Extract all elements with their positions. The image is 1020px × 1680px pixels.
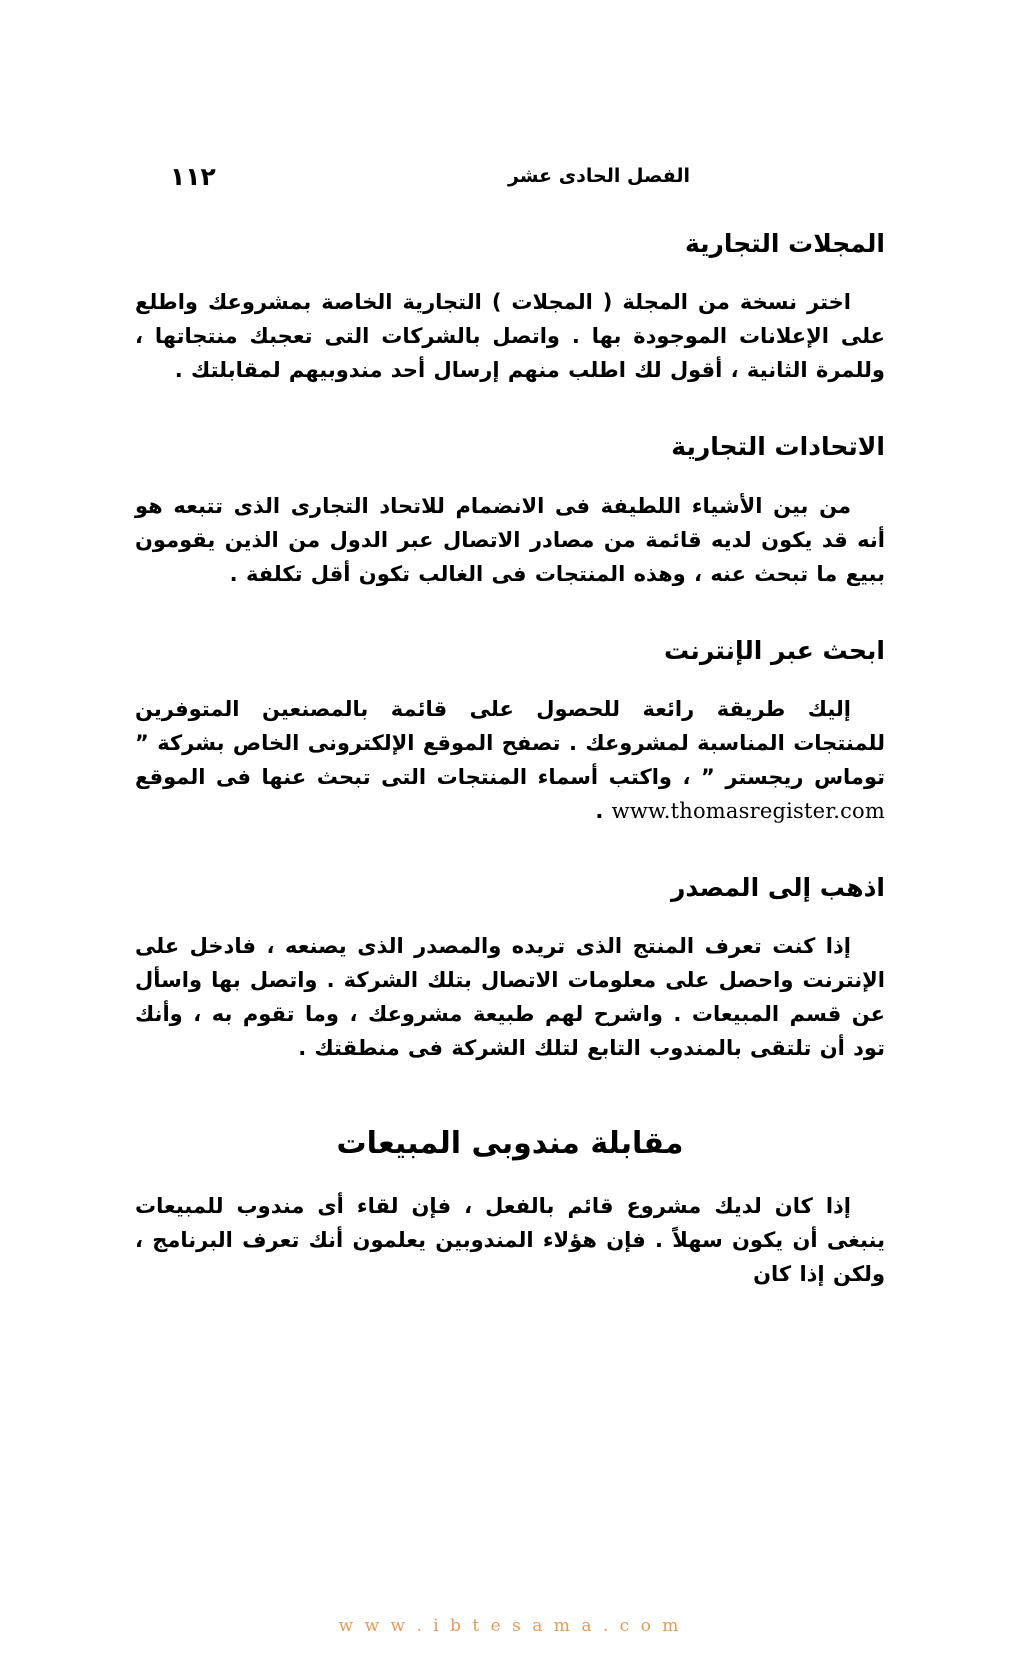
spacer	[135, 259, 885, 285]
paragraph-text: إذا كنت تعرف المنتج الذى تريده والمصدر الذى يصنعه ، فادخل على الإنترنت واحصل على معلومات الاتصال بتلك الشركة . واتصل بها واسأل عن قسم المبيعات . واشرح لهم طبيعة مشروعك ، وما تقوم به ، وأنك تود أن تلتقى بالمندوب التابع لتلك الشركة فى منطقتك .	[135, 934, 885, 1061]
spacer	[135, 1163, 885, 1189]
spacer	[135, 389, 885, 431]
paragraph-text: من بين الأشياء اللطيفة فى الانضمام للاتحاد التجارى الذى تتبعه هو أنه قد يكون لديه قائمة من مصادر الاتصال عبر الدول من الذين يقومون ببيع ما تبحث عنه ، وهذه المنتجات فى الغالب تكون أقل تكلفة .	[135, 493, 885, 586]
section-paragraph	[135, 1189, 885, 1291]
footer-watermark: w w w . i b t e s a m a . c o m	[338, 1616, 682, 1636]
section-heading: اذهب إلى المصدر	[670, 872, 885, 902]
spacer	[135, 593, 885, 635]
section-paragraph	[135, 692, 885, 828]
section-heading: المجلات التجارية	[684, 229, 885, 258]
section-paragraph	[135, 285, 885, 387]
spacer	[135, 463, 885, 489]
spacer	[135, 903, 885, 929]
spacer	[135, 666, 885, 692]
section-trade-associations	[135, 431, 885, 590]
paragraph-text-tail: .	[595, 798, 612, 823]
section-heading: ابحث عبر الإنترنت	[663, 635, 885, 665]
page-number: ١١٢	[170, 161, 216, 191]
paragraph-text: اختر نسخة من المجلة ( المجلات ) التجارية الخاصة بمشروعك واطلع على الإعلانات الموجودة بها . واتصل بالشركات التى تعجبك منتجاتها ، وللمرة الثانية ، أقول لك اطلب منهم إرسال أحد مندوبيهم لمقابلتك .	[135, 290, 885, 383]
section-heading: مقابلة مندوبى المبيعات	[336, 1126, 684, 1162]
section-paragraph	[135, 489, 885, 591]
section-paragraph	[135, 929, 885, 1065]
section-go-to-source	[135, 872, 885, 1065]
section-meeting-sales-reps	[135, 1125, 885, 1291]
running-head	[170, 158, 850, 194]
spacer	[135, 830, 885, 872]
paragraph-text: إليك طريقة رائعة للحصول على قائمة بالمصنعين المتوفرين للمنتجات المناسبة لمشروعك . تصفح الموقع الإلكترونى الخاص بشركة ” توماس ريجستر ” ، واكتب أسماء المنتجات التى تبحث عنها فى الموقع	[135, 696, 885, 789]
paragraph-text: إذا كان لديك مشروع قائم بالفعل ، فإن لقاء أى مندوب للمبيعات ينبغى أن يكون سهلاً . فإن هؤلاء المندوبين يعلمون أنك تعرف البرنامج ، ولكن إذا كان	[135, 1193, 885, 1286]
section-search-online	[135, 635, 885, 828]
website-url: www.thomasregister.com	[611, 798, 885, 823]
spacer	[135, 1067, 885, 1125]
chapter-title: الفصل الحادى عشر	[507, 165, 690, 187]
section-heading: الاتحادات التجارية	[671, 432, 885, 462]
page-content	[135, 228, 885, 1293]
section-trade-magazines	[135, 228, 885, 387]
